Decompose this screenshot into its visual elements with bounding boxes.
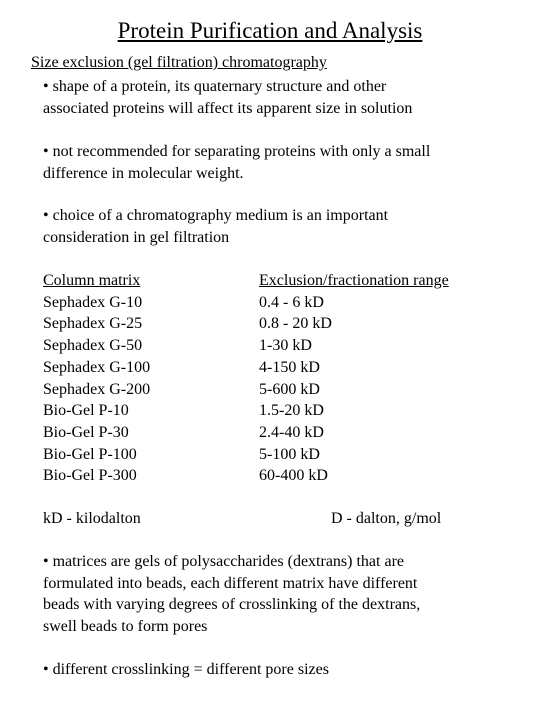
table-row: [43, 379, 449, 401]
bullet-matrices-polysaccharides: [43, 551, 523, 637]
matrix-name: Sephadex G-25: [43, 315, 143, 333]
matrix-name: Bio-Gel P-30: [43, 423, 129, 441]
bullet-line: swell beads to form pores: [43, 617, 208, 635]
matrix-range: 5-600 kD: [259, 380, 320, 398]
section-heading: Size exclusion (gel filtration) chromatography: [31, 54, 327, 71]
matrix-name: Sephadex G-50: [43, 337, 143, 355]
table-row: [43, 400, 449, 422]
bullet-shape-quaternary: [43, 76, 523, 119]
table-row: [43, 357, 449, 379]
header-column-matrix: Column matrix: [43, 272, 141, 289]
matrix-range: 4-150 kD: [259, 358, 320, 376]
bullet-not-recommended: [43, 141, 523, 184]
bullet-line: associated proteins will affect its apparent size in solution: [43, 99, 413, 117]
bullet-choice-of-medium: [43, 205, 523, 248]
matrix-name: Bio-Gel P-300: [43, 467, 137, 485]
matrix-name: Sephadex G-10: [43, 293, 143, 311]
table-row: [43, 292, 449, 314]
matrix-range: 5-100 kD: [259, 445, 320, 463]
matrix-name: Bio-Gel P-100: [43, 445, 137, 463]
bullet-line: • shape of a protein, its quaternary structure and other: [43, 78, 387, 95]
bullet-line: • matrices are gels of polysaccharides (dextrans) that are: [43, 553, 404, 570]
note-dalton: D - dalton, g/mol: [331, 510, 442, 527]
bullet-line: • not recommended for separating proteins with only a small: [43, 143, 431, 160]
matrix-name: Bio-Gel P-10: [43, 402, 129, 420]
matrix-name: Sephadex G-200: [43, 380, 151, 398]
note-kilodalton: kD - kilodalton: [43, 510, 141, 527]
table-row: [43, 444, 449, 466]
matrix-range: 0.8 - 20 kD: [259, 315, 332, 333]
matrix-range: 2.4-40 kD: [259, 423, 324, 441]
matrix-range: 60-400 kD: [259, 467, 328, 485]
table-row: [43, 422, 449, 444]
table-row: [43, 313, 449, 335]
bullet-line: • different crosslinking = different pore sizes: [43, 661, 329, 678]
bullet-line: difference in molecular weight.: [43, 164, 244, 182]
bullet-line: beads with varying degrees of crosslinking of the dextrans,: [43, 596, 421, 613]
matrix-range: 1-30 kD: [259, 337, 312, 355]
table-header-row: [43, 270, 449, 292]
table-row: [43, 335, 449, 357]
bullet-line: • choice of a chromatography medium is an important: [43, 207, 389, 224]
matrix-name: Sephadex G-100: [43, 358, 151, 376]
header-exclusion-range: Exclusion/fractionation range: [259, 272, 449, 289]
matrix-range: 0.4 - 6 kD: [259, 293, 324, 311]
page-title: Protein Purification and Analysis: [117, 18, 423, 43]
matrix-range: 1.5-20 kD: [259, 402, 324, 420]
column-matrix-table: [43, 270, 449, 487]
bullet-line: consideration in gel filtration: [43, 228, 230, 246]
table-row: [43, 465, 449, 487]
bullet-crosslinking-pores: [43, 659, 523, 681]
bullet-line: formulated into beads, each different matrix have different: [43, 574, 418, 592]
